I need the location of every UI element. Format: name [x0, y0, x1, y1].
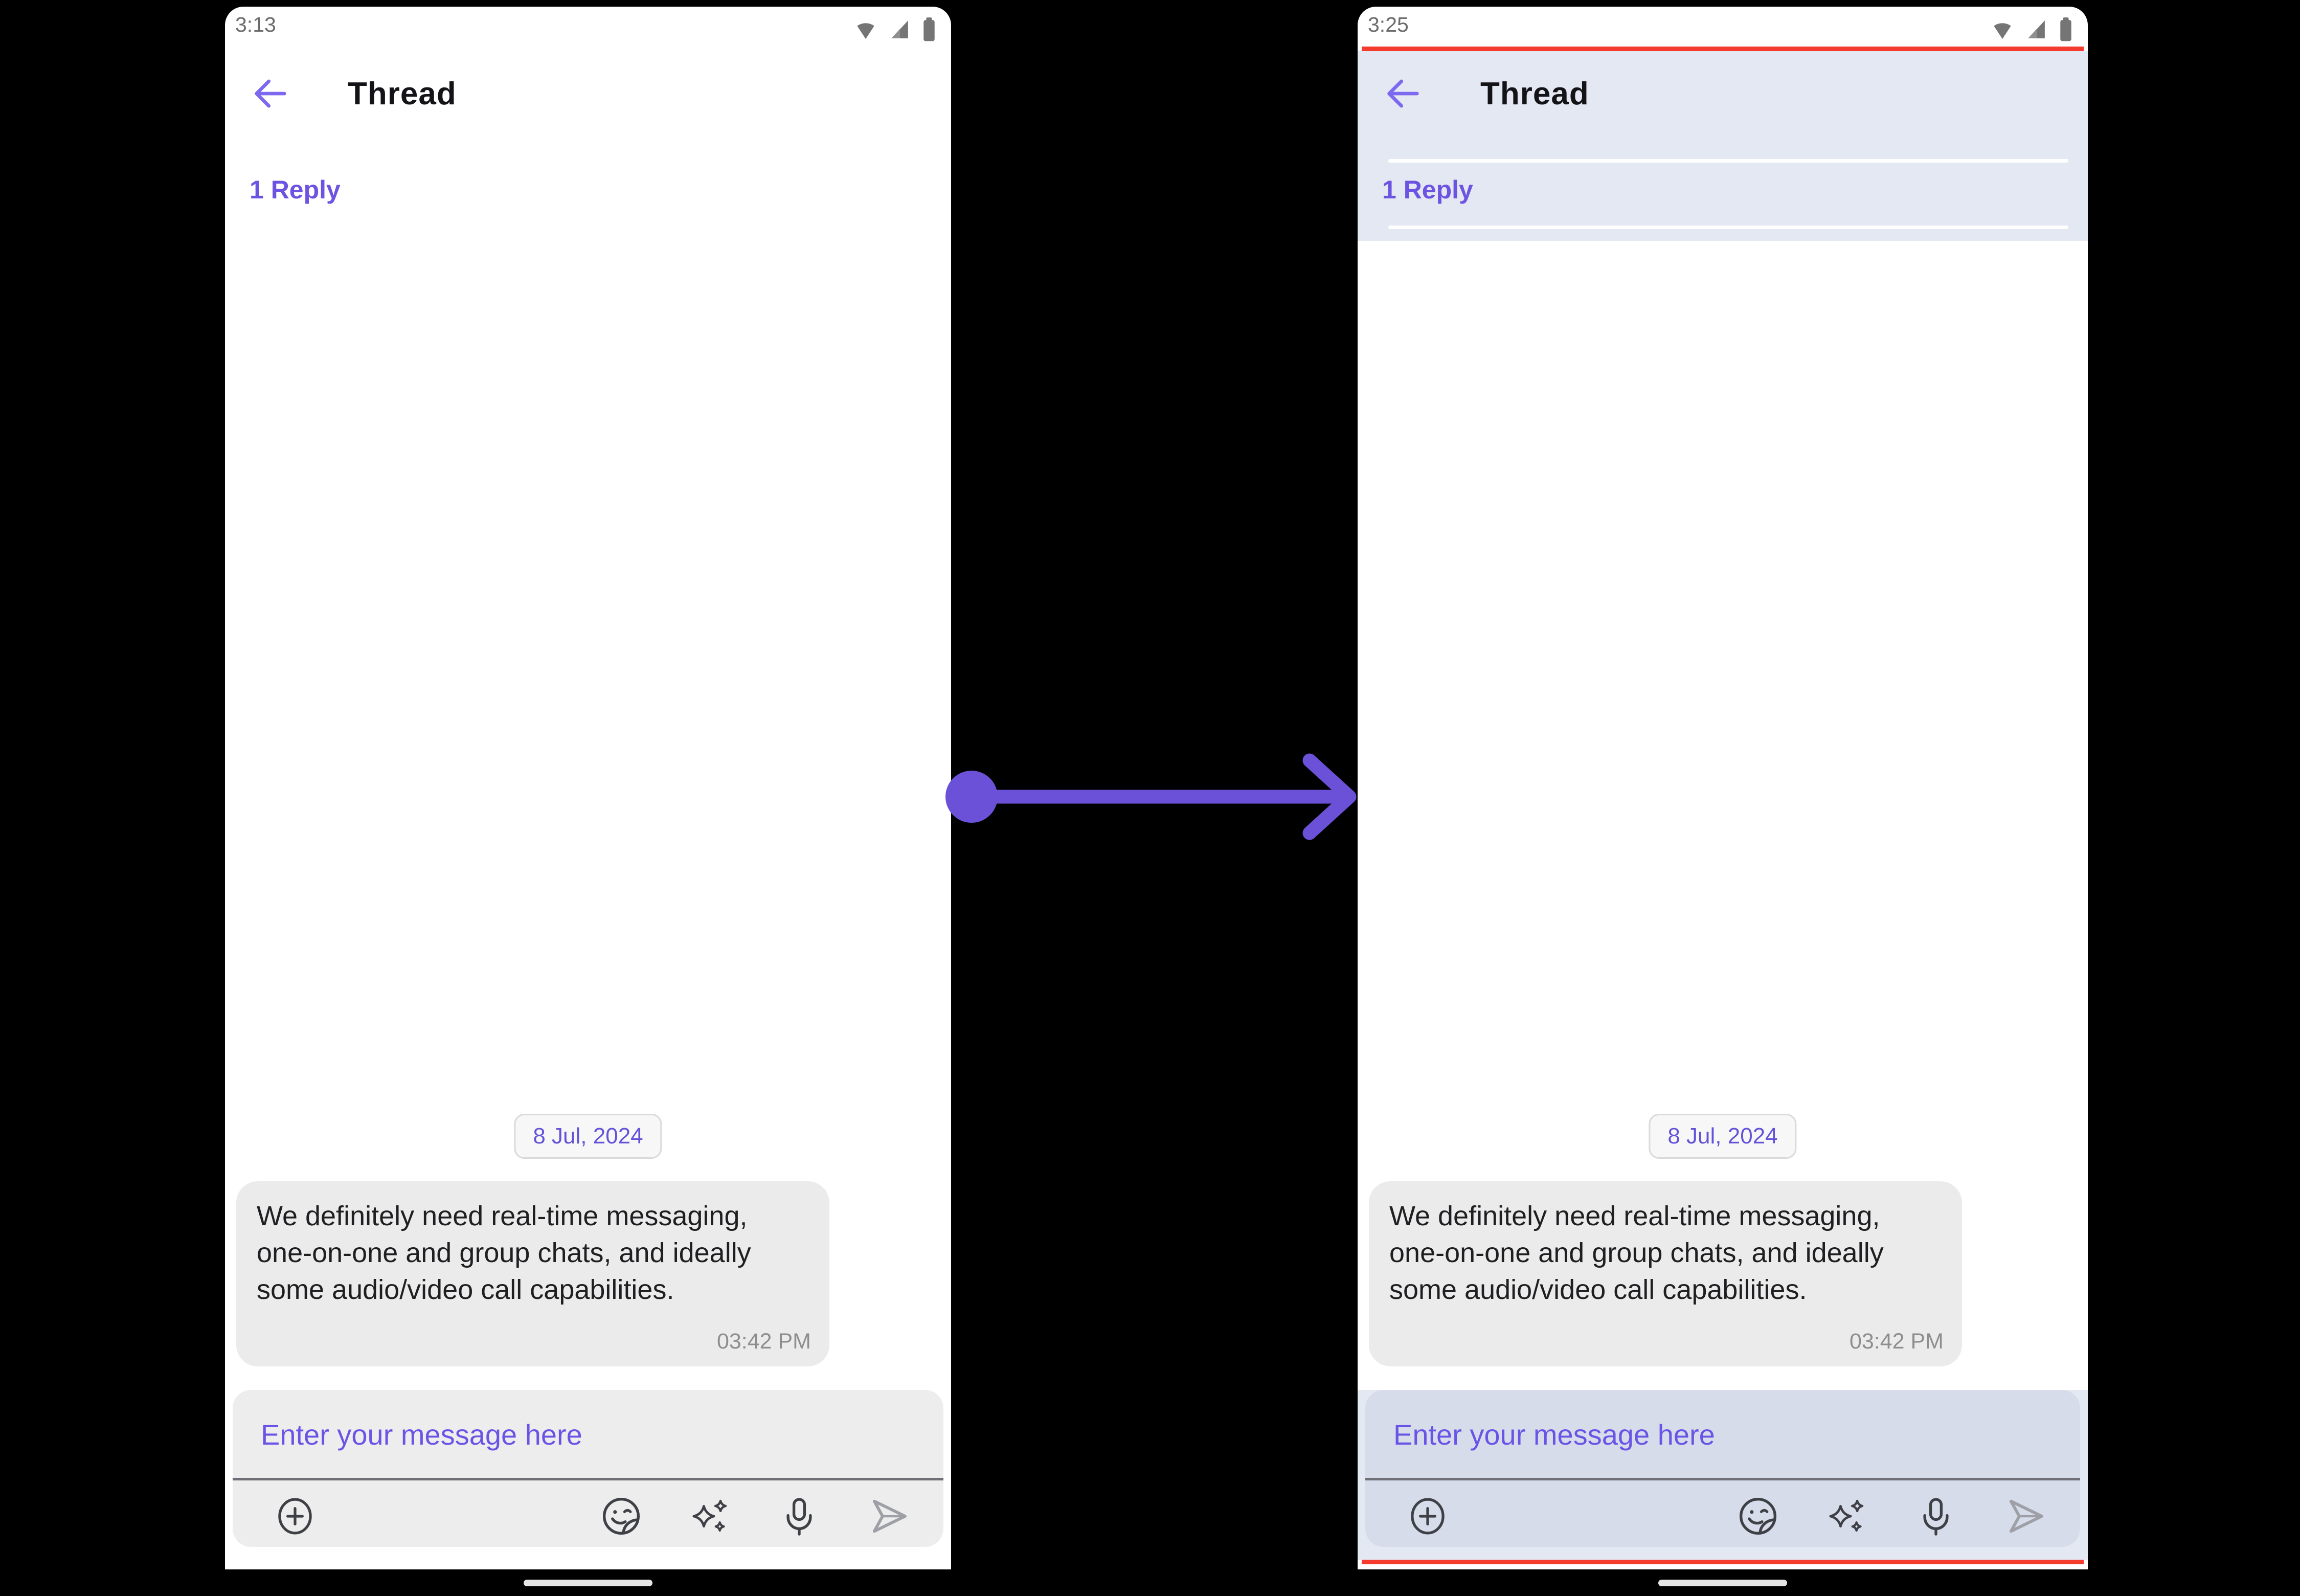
phone-screen-before — [225, 7, 951, 1596]
message-text: We definitely need real-time messaging, one-on-one and group chats, and ideally some audio/video call capabilities. — [257, 1201, 751, 1305]
send-button[interactable] — [866, 1494, 911, 1539]
sparkle-icon — [688, 1494, 732, 1538]
status-icons — [1989, 15, 2076, 43]
phone-screen-after — [1358, 7, 2088, 1596]
gesture-nav-bar — [225, 1569, 951, 1596]
send-icon — [2002, 1493, 2047, 1539]
send-button[interactable] — [2002, 1494, 2047, 1539]
voice-record-button[interactable] — [777, 1494, 822, 1539]
signal-icon — [886, 15, 913, 43]
status-time: 3:25 — [1368, 13, 1409, 36]
composer-toolbar — [273, 1493, 911, 1540]
ai-assist-button[interactable] — [688, 1494, 733, 1539]
message-bubble[interactable] — [1369, 1181, 1962, 1366]
composer-right-actions — [1735, 1494, 2047, 1539]
back-button[interactable] — [1381, 74, 1423, 114]
signal-icon — [2022, 15, 2050, 43]
voice-record-button[interactable] — [1913, 1494, 1958, 1539]
message-composer — [1365, 1390, 2080, 1547]
back-arrow-icon — [1381, 74, 1423, 114]
message-bubble[interactable] — [236, 1181, 829, 1366]
message-input[interactable]: Enter your message here — [261, 1419, 582, 1451]
status-time: 3:13 — [235, 13, 276, 36]
date-chip: 8 Jul, 2024 — [1649, 1114, 1796, 1159]
back-arrow-icon — [249, 74, 290, 114]
message-timestamp: 03:42 PM — [1849, 1329, 1944, 1354]
plus-icon — [1406, 1495, 1449, 1538]
message-timestamp: 03:42 PM — [716, 1329, 811, 1354]
microphone-icon — [777, 1494, 821, 1538]
composer-right-actions — [599, 1494, 911, 1539]
page-title: Thread — [1480, 76, 1589, 111]
ai-assist-button[interactable] — [1824, 1494, 1869, 1539]
microphone-icon — [1914, 1494, 1958, 1538]
battery-icon — [919, 15, 939, 43]
plus-icon — [274, 1495, 317, 1538]
sparkle-icon — [1825, 1494, 1869, 1538]
message-composer — [233, 1390, 943, 1547]
recording-border-bottom — [1362, 1560, 2084, 1564]
transition-arrow — [943, 753, 1359, 840]
sticker-emoji-icon — [599, 1494, 643, 1538]
reply-count-link[interactable]: 1 Reply — [1382, 175, 1473, 204]
message-text: We definitely need real-time messaging, one-on-one and group chats, and ideally some audio/video call capabilities. — [1389, 1201, 1884, 1305]
recording-border-top — [1362, 47, 2084, 51]
status-icons — [852, 15, 939, 43]
header-divider — [1388, 159, 2068, 163]
reply-count-link[interactable]: 1 Reply — [250, 175, 341, 204]
sticker-button[interactable] — [1735, 1494, 1780, 1539]
gesture-pill[interactable] — [1658, 1580, 1787, 1586]
sticker-emoji-icon — [1736, 1494, 1780, 1538]
thread-header — [1358, 51, 2088, 241]
wifi-icon — [852, 15, 880, 43]
gesture-nav-bar — [1358, 1569, 2088, 1596]
message-input[interactable]: Enter your message here — [1393, 1419, 1715, 1451]
page-title: Thread — [348, 76, 457, 111]
battery-icon — [2056, 15, 2076, 43]
date-chip: 8 Jul, 2024 — [514, 1114, 662, 1159]
wifi-icon — [1989, 15, 2016, 43]
composer-divider — [1365, 1478, 2080, 1480]
back-button[interactable] — [249, 74, 290, 114]
send-icon — [866, 1493, 911, 1539]
composer-toolbar — [1405, 1493, 2047, 1540]
attach-button[interactable] — [1405, 1494, 1450, 1539]
thread-header — [225, 51, 951, 241]
attach-button[interactable] — [273, 1494, 318, 1539]
sticker-button[interactable] — [599, 1494, 644, 1539]
gesture-pill[interactable] — [524, 1580, 652, 1586]
composer-divider — [233, 1478, 943, 1480]
transition-arrow-graphic — [943, 753, 1359, 840]
header-divider — [1388, 226, 2068, 229]
